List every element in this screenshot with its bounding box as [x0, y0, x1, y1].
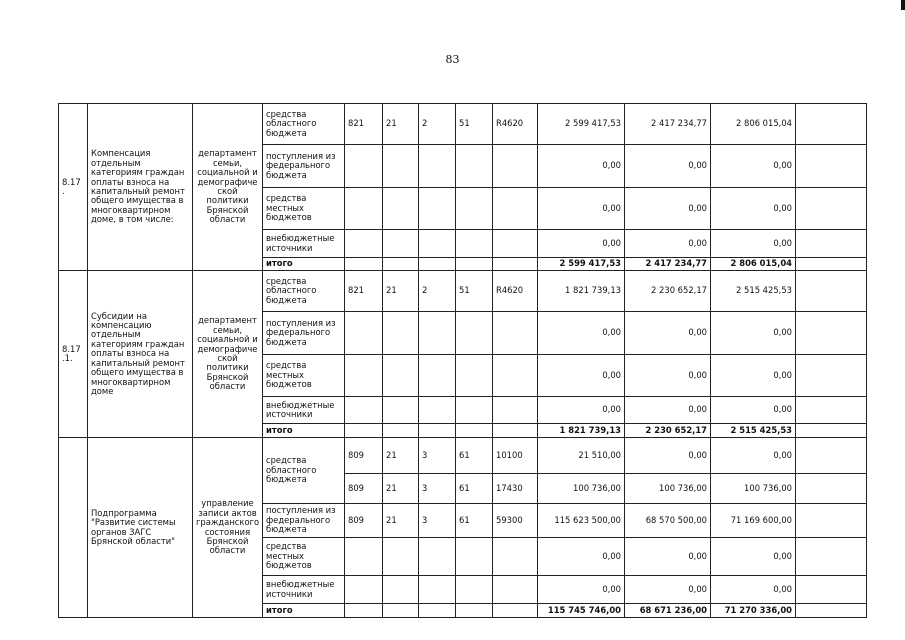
empty-cell — [493, 355, 538, 397]
value-year-1: 115 623 500,00 — [538, 504, 625, 538]
empty-cell — [383, 258, 419, 271]
source: средства областного бюджета — [263, 271, 345, 312]
subsection-code: 3 — [419, 474, 456, 504]
value-year-2: 68 570 500,00 — [625, 504, 711, 538]
empty-cell — [419, 538, 456, 576]
empty-cell — [456, 258, 493, 271]
empty-cell — [345, 258, 383, 271]
direction-code: 59300 — [493, 504, 538, 538]
value-year-3: 0,00 — [711, 312, 796, 355]
empty-cell — [796, 145, 867, 188]
empty-cell — [345, 576, 383, 604]
empty-cell — [796, 258, 867, 271]
empty-cell — [419, 355, 456, 397]
source: средства областного бюджета — [263, 104, 345, 145]
empty-cell — [345, 538, 383, 576]
value-year-3: 0,00 — [711, 145, 796, 188]
empty-cell — [383, 188, 419, 230]
source: средства местных бюджетов — [263, 538, 345, 576]
source: внебюджетные источники — [263, 397, 345, 424]
empty-cell — [345, 604, 383, 618]
target-code: 61 — [456, 504, 493, 538]
empty-cell — [796, 397, 867, 424]
source-total: итого — [263, 604, 345, 618]
subsection-code: 3 — [419, 504, 456, 538]
page-number: 83 — [445, 53, 460, 66]
target-code: 61 — [456, 438, 493, 474]
value-year-2: 0,00 — [625, 312, 711, 355]
empty-cell — [796, 271, 867, 312]
empty-cell — [493, 604, 538, 618]
empty-cell — [456, 576, 493, 604]
value-year-1: 0,00 — [538, 355, 625, 397]
empty-cell — [493, 538, 538, 576]
executor: департамент семьи, социальной и демографиче ской политики Брянской области — [193, 271, 263, 438]
empty-cell — [383, 424, 419, 438]
section-code: 21 — [383, 271, 419, 312]
empty-cell — [493, 424, 538, 438]
empty-cell — [419, 604, 456, 618]
value-year-1: 0,00 — [538, 576, 625, 604]
empty-cell — [419, 188, 456, 230]
source: средства местных бюджетов — [263, 188, 345, 230]
total-year-2: 68 671 236,00 — [625, 604, 711, 618]
empty-cell — [383, 576, 419, 604]
empty-cell — [383, 230, 419, 258]
measure-name: Компенсация отдельным категориям граждан оплаты взноса на капитальный ремонт общего имущества в многоквартирном доме, в том числе: — [88, 104, 193, 271]
empty-cell — [383, 145, 419, 188]
section-code: 21 — [383, 504, 419, 538]
empty-cell — [345, 424, 383, 438]
empty-cell — [383, 538, 419, 576]
empty-cell — [796, 424, 867, 438]
row-number: 8.17 .1. — [59, 271, 88, 438]
source: поступления из федерального бюджета — [263, 145, 345, 188]
value-year-2: 0,00 — [625, 145, 711, 188]
empty-cell — [796, 438, 867, 474]
empty-cell — [456, 312, 493, 355]
value-year-3: 0,00 — [711, 397, 796, 424]
source: внебюджетные источники — [263, 230, 345, 258]
empty-cell — [493, 188, 538, 230]
direction-code: 17430 — [493, 474, 538, 504]
empty-cell — [456, 397, 493, 424]
empty-cell — [345, 397, 383, 424]
value-year-2: 2 230 652,17 — [625, 271, 711, 312]
total-year-1: 1 821 739,13 — [538, 424, 625, 438]
empty-cell — [345, 145, 383, 188]
empty-cell — [796, 104, 867, 145]
value-year-1: 0,00 — [538, 188, 625, 230]
grbs-code: 809 — [345, 438, 383, 474]
grbs-code: 809 — [345, 474, 383, 504]
empty-cell — [796, 355, 867, 397]
edge-mark — [901, 0, 905, 10]
value-year-3: 71 169 600,00 — [711, 504, 796, 538]
section-code: 21 — [383, 474, 419, 504]
value-year-2: 100 736,00 — [625, 474, 711, 504]
empty-cell — [493, 397, 538, 424]
empty-cell — [456, 230, 493, 258]
empty-cell — [345, 355, 383, 397]
value-year-2: 0,00 — [625, 355, 711, 397]
subsection-code: 3 — [419, 438, 456, 474]
total-year-1: 2 599 417,53 — [538, 258, 625, 271]
total-year-3: 2 515 425,53 — [711, 424, 796, 438]
value-year-3: 0,00 — [711, 576, 796, 604]
empty-cell — [419, 312, 456, 355]
measure-name: Субсидии на компенсацию отдельным категориям граждан оплаты взноса на капитальный ремонт общего имущества в многоквартирном доме — [88, 271, 193, 438]
value-year-3: 0,00 — [711, 438, 796, 474]
table-row — [59, 271, 867, 312]
value-year-1: 0,00 — [538, 230, 625, 258]
target-code: 61 — [456, 474, 493, 504]
value-year-3: 0,00 — [711, 230, 796, 258]
empty-cell — [456, 424, 493, 438]
empty-cell — [419, 258, 456, 271]
target-code: 51 — [456, 104, 493, 145]
source-total: итого — [263, 424, 345, 438]
empty-cell — [456, 604, 493, 618]
budget-table — [58, 103, 867, 618]
total-year-2: 2 417 234,77 — [625, 258, 711, 271]
value-year-1: 0,00 — [538, 538, 625, 576]
value-year-2: 2 417 234,77 — [625, 104, 711, 145]
empty-cell — [796, 312, 867, 355]
value-year-1: 2 599 417,53 — [538, 104, 625, 145]
empty-cell — [383, 397, 419, 424]
empty-cell — [383, 604, 419, 618]
value-year-2: 0,00 — [625, 576, 711, 604]
value-year-3: 2 515 425,53 — [711, 271, 796, 312]
empty-cell — [345, 188, 383, 230]
value-year-3: 0,00 — [711, 188, 796, 230]
empty-cell — [419, 230, 456, 258]
grbs-code: 821 — [345, 271, 383, 312]
empty-cell — [493, 258, 538, 271]
empty-cell — [345, 312, 383, 355]
empty-cell — [796, 188, 867, 230]
section-code: 21 — [383, 438, 419, 474]
source: средства областного бюджета — [263, 438, 345, 504]
direction-code: R4620 — [493, 104, 538, 145]
total-year-1: 115 745 746,00 — [538, 604, 625, 618]
subsection-code: 2 — [419, 104, 456, 145]
empty-cell — [456, 188, 493, 230]
executor: управление записи актов гражданского состояния Брянской области — [193, 438, 263, 618]
empty-cell — [456, 355, 493, 397]
source: внебюджетные источники — [263, 576, 345, 604]
value-year-2: 0,00 — [625, 538, 711, 576]
total-year-3: 2 806 015,04 — [711, 258, 796, 271]
empty-cell — [345, 230, 383, 258]
value-year-3: 100 736,00 — [711, 474, 796, 504]
grbs-code: 809 — [345, 504, 383, 538]
empty-cell — [456, 538, 493, 576]
direction-code: R4620 — [493, 271, 538, 312]
empty-cell — [796, 504, 867, 538]
value-year-3: 0,00 — [711, 538, 796, 576]
target-code: 51 — [456, 271, 493, 312]
value-year-3: 0,00 — [711, 355, 796, 397]
subprogram-name: Подпрограмма "Развитие системы органов ЗАГС Брянской области" — [88, 438, 193, 618]
source: средства местных бюджетов — [263, 355, 345, 397]
empty-cell — [383, 355, 419, 397]
empty-cell — [383, 312, 419, 355]
empty-cell — [796, 604, 867, 618]
value-year-3: 2 806 015,04 — [711, 104, 796, 145]
executor: департамент семьи, социальной и демографиче ской политики Брянской области — [193, 104, 263, 271]
source-total: итого — [263, 258, 345, 271]
direction-code: 10100 — [493, 438, 538, 474]
empty-cell — [493, 230, 538, 258]
section-code: 21 — [383, 104, 419, 145]
value-year-1: 21 510,00 — [538, 438, 625, 474]
empty-cell — [796, 576, 867, 604]
empty-cell — [493, 312, 538, 355]
source: поступления из федерального бюджета — [263, 504, 345, 538]
empty-cell — [796, 538, 867, 576]
value-year-2: 0,00 — [625, 438, 711, 474]
value-year-1: 0,00 — [538, 397, 625, 424]
value-year-1: 0,00 — [538, 145, 625, 188]
empty-cell — [419, 397, 456, 424]
row-number: 8.17 . — [59, 104, 88, 271]
empty-cell — [796, 230, 867, 258]
value-year-2: 0,00 — [625, 397, 711, 424]
table-row — [59, 438, 867, 474]
value-year-1: 1 821 739,13 — [538, 271, 625, 312]
empty-cell — [419, 145, 456, 188]
empty-cell — [456, 145, 493, 188]
empty-cell — [493, 576, 538, 604]
subsection-code: 2 — [419, 271, 456, 312]
total-year-3: 71 270 336,00 — [711, 604, 796, 618]
grbs-code: 821 — [345, 104, 383, 145]
total-year-2: 2 230 652,17 — [625, 424, 711, 438]
empty-cell — [493, 145, 538, 188]
empty-cell — [796, 474, 867, 504]
empty-cell — [419, 424, 456, 438]
source: поступления из федерального бюджета — [263, 312, 345, 355]
value-year-1: 0,00 — [538, 312, 625, 355]
row-number — [59, 438, 88, 618]
table-row — [59, 104, 867, 145]
value-year-1: 100 736,00 — [538, 474, 625, 504]
empty-cell — [419, 576, 456, 604]
value-year-2: 0,00 — [625, 188, 711, 230]
value-year-2: 0,00 — [625, 230, 711, 258]
